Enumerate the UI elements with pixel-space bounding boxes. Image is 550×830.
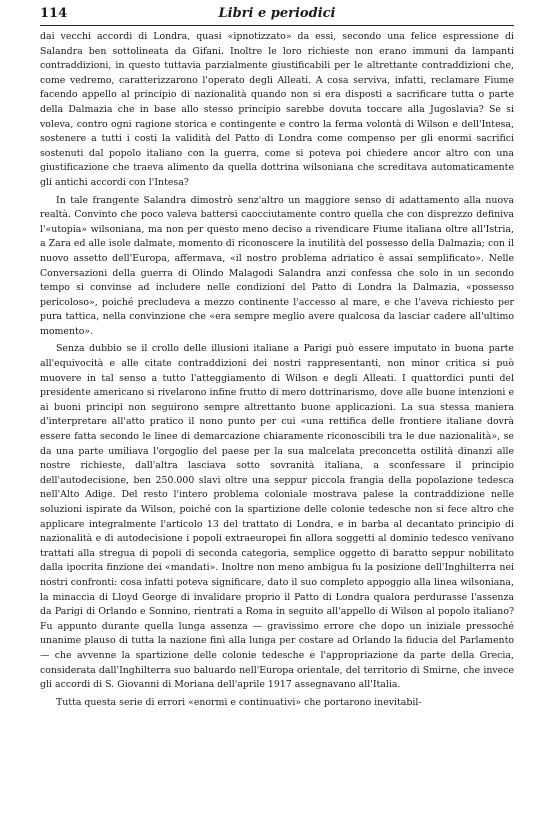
page-number: 114: [40, 6, 68, 21]
body-text: [40, 30, 514, 713]
page-header: [40, 6, 514, 24]
running-title: Libri e periodici: [218, 6, 336, 21]
paragraph: Senza dubbio se il crollo delle illusioni italiane a Parigi può essere imputato in buona parte all'equivocità e alle citate contraddizioni dei nostri rappresentanti, non minor critica si può muovere in tal senso a tutto l'atteggiamento di Wilson e degli Alleati. I quattordici punti del presidente americano si rivelarono infine frutto di mero dottrinarismo, dove alle buone intenzioni e ai buoni principi non seguirono sempre altrettanto buone applicazioni. La sua stessa maniera d'interpretare all'atto pratico il nono punto per cui «una rettifica delle frontiere italiane dovrà essere fatta secondo le linee di demarcazione chiaramente riconoscibili tra le due nazionalità», se da una parte umiliava l'orgoglio del paese per la sua malcelata preconcetta ostilità dinanzi alle nostre richieste, dall'altra lasciava sotto sovranità italiana, a sconfessare il principio dell'autodecisione, ben 250.000 slavi oltre una seppur piccola frangia della popolazione tedesca nell'Alto Adige. Del resto l'intero problema coloniale mostrava palese la contraddizione nelle soluzioni ispirate da Wilson, poiché con la spartizione delle colonie tedesche non si fece altro che applicare integralmente l'articolo 13 del trattato di Londra, e in barba al decantato principio di nazionalità e di autodecisione i popoli extraeuropei fin allora soggetti al dominio tedesco venivano trattati alla stregua di popoli di seconda categoria, semplice oggetto di baratto seppur nobilitato dalla ipocrita finzione dei «mandati». Inoltre non meno ambigua fu la posizione dell'Inghilterra nei nostri confronti: cosa infatti poteva significare, dato il suo completo appoggio alla linea wilsoniana, la minaccia di Lloyd George di invalidare proprio il Patto di Londra qualora perdurasse l'assenza da Parigi di Orlando e Sonnino, rientrati a Roma in seguito all'appello di Wilson al popolo italiano? Fu appunto durante quella lunga assenza — gravissimo errore che dopo un iniziale pressoché unanime plauso di tutta la nazione finì alla lunga per costare ad Orlando la fiducia del Parlamento — che avvenne la spartizione delle colonie tedesche e l'appropriazione da parte della Grecia, considerata dall'Inghilterra suo baluardo nell'Europa orientale, del territorio di Smirne, che invece gli accordi di S. Giovanni di Moriana dell'aprile 1917 assegnavano all'Italia.: [40, 343, 514, 691]
paragraph: In tale frangente Salandra dimostrò senz'altro un maggiore senso di adattamento alla nuova realtà. Convinto che poco valeva battersi caocciutamente contro quella che con disprezzo definiva l'«utopia» wilsoniana, ma non per questo meno deciso a rivendicare Fiume italiana oltre all'Istria, a Zara ed alle isole dalmate, momento di riconoscere la inutilità del possesso della Dalmazia; con il nuovo assetto dell'Europa, affermava, «il nostro problema adriatico è assai semplificato». Nelle Conversazioni della guerra di Olindo Malagodi Salandra anzi confessa che solo in un secondo tempo si convinse ad includere nelle condizioni del Patto di Londra la Dalmazia, «possesso pericoloso», poiché precludeva a mezzo continente l'accesso al mare, e che l'aveva richiesto per pura tattica, nella convinzione che «era sempre meglio avere qualcosa da lasciar cadere all'ultimo momento».: [40, 194, 514, 337]
header-rule: [40, 25, 514, 26]
paragraph: dai vecchi accordi di Londra, quasi «ipnotizzato» da essi, secondo una felice espressione di Salandra ben sottolineata da Gifani. Inoltre le loro richieste non erano immuni da lampanti contraddizioni, in questo tuttavia parzialmente giustificabili per le altrettante contraddizioni che, come vedremo, caratterizzarono l'operato degli Alleati. A cosa serviva, infatti, reclamare Fiume facendo appello al principio di nazionalità quando non si era disposti a sacrificare tutta o parte della Dalmazia che in base allo stesso principio sarebbe dovuta toccare alla Jugoslavia? Se si voleva, contro ogni ragione storica e contingente e contro la ferma volontà di Wilson e dell'Intesa, sostenere a tutti i costi la validità del Patto di Londra come compenso per gli enormi sacrifici sostenuti dal popolo italiano con la guerra, come si poteva poi chiedere ancor altro con una giustificazione che traeva alimento da quella dottrina wilsoniana che screditava automaticamente gli antichi accordi con l'Intesa?: [40, 31, 514, 188]
paragraph: Tutta questa serie di errori «enormi e continuativi» che portarono inevitabil-: [56, 696, 422, 708]
